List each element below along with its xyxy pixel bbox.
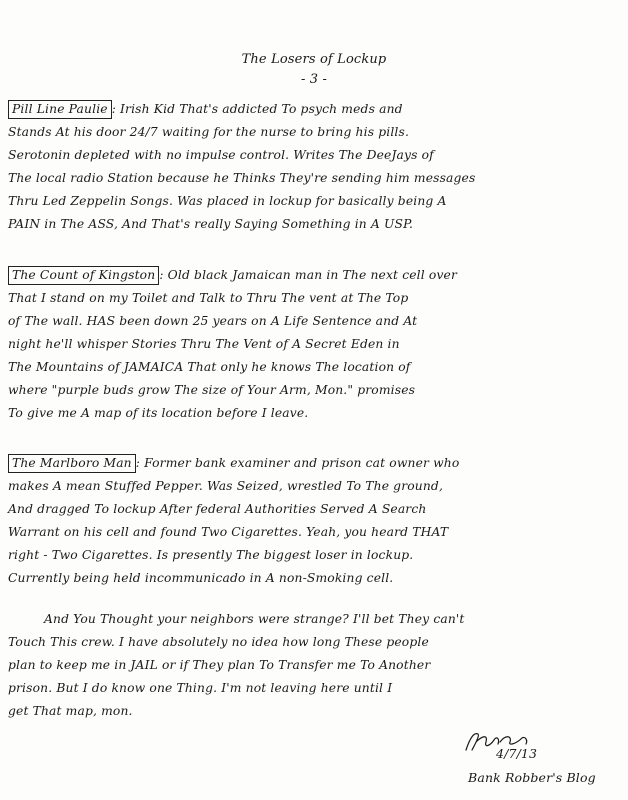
- section-line: makes A mean Stuffed Pepper. Was Seized, wrestled To The ground,: [8, 479, 443, 493]
- section-line: where "purple buds grow The size of Your Arm, Mon." promises: [8, 383, 416, 397]
- section-first-line-text: : Irish Kid That's addicted To psych meds and: [111, 102, 403, 116]
- closing-line: prison. But I do know one Thing. I'm not leaving here until I: [8, 681, 393, 695]
- blog-name: Bank Robber's Blog: [468, 770, 596, 785]
- section-first-line: [8, 98, 608, 121]
- section-marlboro-man: [8, 452, 608, 590]
- section-line: Warrant on his cell and found Two Cigarettes. Yeah, you heard THAT: [8, 525, 449, 539]
- section-first-line: [8, 264, 608, 287]
- section-line: Serotonin depleted with no impulse control. Writes The DeeJays of: [8, 148, 434, 162]
- closing-line: And You Thought your neighbors were strange? I'll bet They can't: [44, 612, 465, 626]
- section-pill-line-paulie: [8, 98, 608, 236]
- signature-date: 4/7/13: [496, 746, 538, 761]
- page-number: - 3 -: [300, 72, 328, 87]
- section-line: The Mountains of JAMAICA That only he knows The location of: [8, 360, 411, 374]
- closing-line: get That map, mon.: [8, 704, 133, 718]
- section-first-line-text: : Former bank examiner and prison cat owner who: [135, 456, 460, 470]
- closing-line: plan to keep me in JAIL or if They plan To Transfer me To Another: [8, 658, 431, 672]
- section-line: Currently being held incommunicado in A non-Smoking cell.: [8, 571, 394, 585]
- section-line: Stands At his door 24/7 waiting for the nurse to bring his pills.: [8, 125, 409, 139]
- page-title: The Losers of Lockup: [241, 52, 387, 67]
- section-line: That I stand on my Toilet and Talk to Thru The vent at The Top: [8, 291, 409, 305]
- section-line: To give me A map of its location before I leave.: [8, 406, 309, 420]
- section-line: night he'll whisper Stories Thru The Vent of A Secret Eden in: [8, 337, 400, 351]
- section-line: right - Two Cigarettes. Is presently The biggest loser in lockup.: [8, 548, 414, 562]
- section-first-line: [8, 452, 608, 475]
- section-heading-box: The Count of Kingston: [8, 266, 159, 285]
- section-heading-box: The Marlboro Man: [8, 454, 136, 473]
- section-count-of-kingston: [8, 264, 608, 425]
- section-line: of The wall. HAS been down 25 years on A Life Sentence and At: [8, 314, 418, 328]
- section-first-line-text: : Old black Jamaican man in The next cell over: [159, 268, 457, 282]
- closing-line: Touch This crew. I have absolutely no idea how long These people: [8, 635, 429, 649]
- section-line: The local radio Station because he Thinks They're sending him messages: [8, 171, 476, 185]
- closing-paragraph: [8, 608, 608, 723]
- section-heading-box: Pill Line Paulie: [8, 100, 112, 119]
- section-line: And dragged To lockup After federal Authorities Served A Search: [8, 502, 427, 516]
- section-line: PAIN in The ASS, And That's really Saying Something in A USP.: [8, 217, 414, 231]
- section-line: Thru Led Zeppelin Songs. Was placed in lockup for basically being A: [8, 194, 447, 208]
